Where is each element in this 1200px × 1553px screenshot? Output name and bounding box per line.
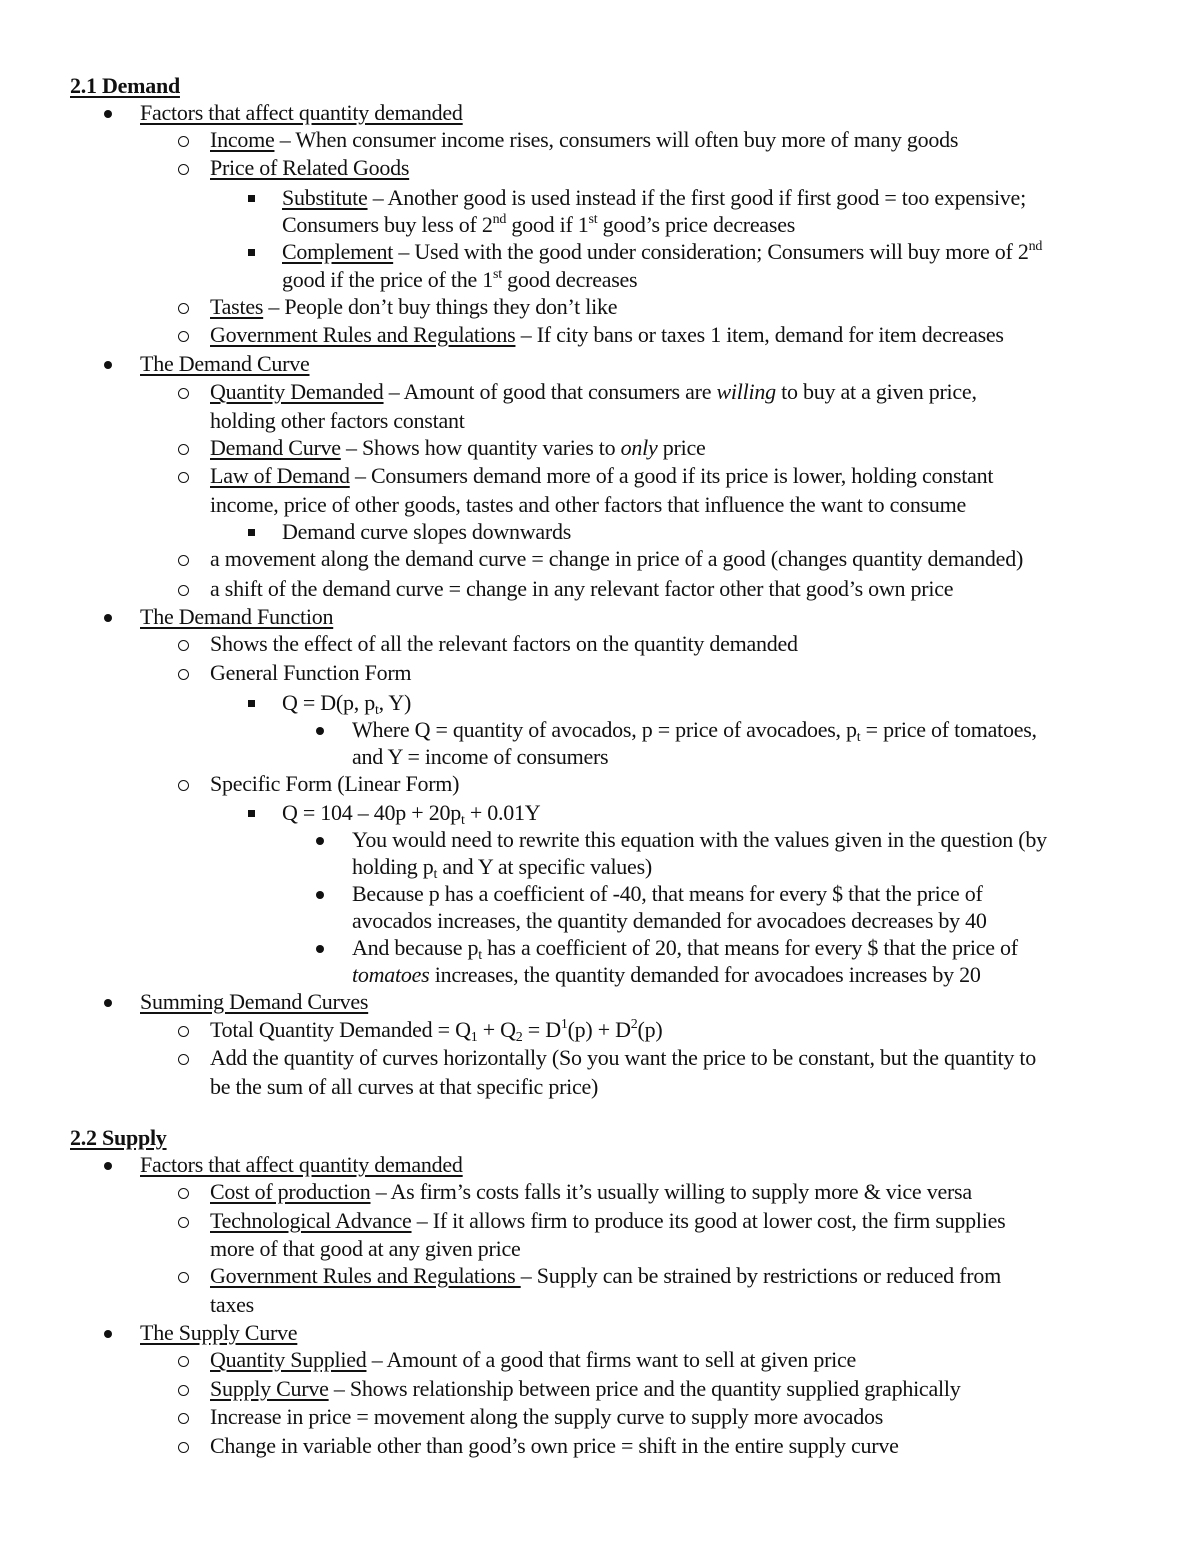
bullet-circle-icon (178, 472, 189, 483)
list-item (352, 716, 1037, 744)
text-run: to buy at a given price, (775, 379, 977, 404)
bullet-dot-icon (104, 1330, 112, 1338)
text-run: Q = D(p, p (282, 690, 376, 715)
text-run: good if the price of the 1 (282, 267, 493, 292)
text-run: – Amount of a good that firms want to sell at given price (366, 1347, 857, 1372)
italic-text: willing (716, 379, 776, 404)
subscript: 2 (515, 1030, 523, 1045)
list-item (210, 630, 798, 658)
text-run: holding p (352, 854, 434, 879)
list-item (352, 826, 1047, 854)
underlined-term: Price of Related Goods (210, 155, 410, 180)
bullet-circle-icon (178, 1026, 189, 1037)
bullet-square-icon (248, 810, 255, 817)
bullet-circle-icon (178, 1356, 189, 1367)
list-item (210, 1262, 1001, 1290)
text-run: – If it allows firm to produce its good at lower cost, the firm supplies (411, 1208, 1006, 1233)
text-line (210, 1291, 254, 1319)
text-line (210, 1073, 598, 1101)
text-run: Add the quantity of curves horizontally (So you want the price to be constant, but the quantity to (210, 1045, 1036, 1070)
text-line (352, 907, 987, 935)
list-item (210, 659, 411, 687)
bullet-dot-icon (104, 1162, 112, 1170)
underlined-term: Income (210, 127, 275, 152)
bullet-circle-icon (178, 136, 189, 147)
text-run: Specific Form (Linear Form) (210, 771, 460, 796)
list-item (210, 1432, 899, 1460)
superscript: 2 (630, 1017, 638, 1032)
text-line (352, 743, 608, 771)
list-item (282, 184, 1026, 212)
list-item (282, 238, 1042, 266)
text-run: + Q (477, 1017, 516, 1042)
subscript: 1 (470, 1030, 478, 1045)
text-line (352, 853, 652, 881)
text-run: = price of tomatoes, (860, 717, 1037, 742)
bullet-dot-icon (104, 614, 112, 622)
text-run: income, price of other goods, tastes and other factors that influence the want to consume (210, 492, 967, 517)
bullet-circle-icon (178, 1272, 189, 1283)
bullet-circle-icon (178, 1442, 189, 1453)
list-item (210, 545, 1023, 573)
text-run: – When consumer income rises, consumers will often buy more of many goods (274, 127, 959, 152)
text-run: has a coefficient of 20, that means for every $ that the price of (481, 935, 1018, 960)
list-item (210, 1346, 856, 1374)
text-line (352, 961, 981, 989)
underlined-term: Complement (282, 239, 394, 264)
text-run: (p) (637, 1017, 663, 1042)
text-line (210, 407, 465, 435)
bullet-circle-icon (178, 303, 189, 314)
text-run: Shows the effect of all the relevant factors on the quantity demanded (210, 631, 798, 656)
section-heading (70, 72, 180, 100)
bullet-circle-icon (178, 1188, 189, 1199)
list-item (140, 350, 310, 378)
text-run: General Function Form (210, 660, 412, 685)
underlined-term: Demand Curve (210, 435, 341, 460)
subscript: t (478, 948, 482, 963)
bullet-square-icon (248, 700, 255, 707)
list-item (140, 603, 333, 631)
text-run: + 0.01Y (464, 800, 541, 825)
bullet-dot-icon (104, 361, 112, 369)
list-item (210, 1375, 960, 1403)
superscript: st (588, 212, 598, 227)
bullet-circle-icon (178, 780, 189, 791)
text-run: – People don’t buy things they don’t like (263, 294, 618, 319)
list-item (210, 378, 977, 406)
text-run: – As firm’s costs falls it’s usually willing to supply more & vice versa (370, 1179, 972, 1204)
underlined-term: Supply Curve (210, 1376, 329, 1401)
bullet-dot-icon (316, 727, 324, 735)
text-line (210, 491, 966, 519)
text-run: – Supply can be strained by restrictions or reduced from (520, 1263, 1001, 1288)
list-item (210, 770, 459, 798)
underlined-term: Quantity Supplied (210, 1347, 367, 1372)
bullet-dot-icon (104, 110, 112, 118)
italic-text: tomatoes (352, 962, 430, 987)
underlined-term: Law of Demand (210, 463, 350, 488)
list-item (140, 1319, 297, 1347)
text-run: And because p (352, 935, 479, 960)
list-item (352, 934, 1018, 962)
underlined-term: Technological Advance (210, 1208, 412, 1233)
bullet-dot-icon (316, 891, 324, 899)
text-run: – Used with the good under consideration; Consumers will buy more of 2 (393, 239, 1029, 264)
list-item (210, 321, 1004, 349)
bullet-circle-icon (178, 1054, 189, 1065)
text-run: and Y = income of consumers (352, 744, 609, 769)
bullet-circle-icon (178, 388, 189, 399)
text-run: taxes (210, 1292, 254, 1317)
underlined-term: Substitute (282, 185, 368, 210)
text-run: Consumers buy less of 2 (282, 212, 493, 237)
section-title: 2.2 Supply (70, 1125, 167, 1150)
text-run: more of that good at any given price (210, 1236, 521, 1261)
text-run: a shift of the demand curve = change in any relevant factor other that good’s own price (210, 576, 954, 601)
superscript: st (493, 267, 502, 282)
underlined-term: Quantity Demanded (210, 379, 384, 404)
text-run: price (657, 435, 706, 460)
text-run: – Shows how quantity varies to (340, 435, 621, 460)
list-item (282, 689, 411, 717)
text-line (282, 211, 795, 239)
text-run: – Amount of good that consumers are (383, 379, 717, 404)
superscript: 1 (560, 1017, 568, 1032)
bullet-circle-icon (178, 555, 189, 566)
text-run: and Y at specific values) (437, 854, 652, 879)
bullet-circle-icon (178, 669, 189, 680)
list-item (210, 462, 993, 490)
text-run: – Consumers demand more of a good if its price is lower, holding constant (349, 463, 994, 488)
underlined-term: Factors that affect quantity demanded (140, 100, 463, 125)
list-item (210, 126, 958, 154)
text-run: – Shows relationship between price and the quantity supplied graphically (328, 1376, 961, 1401)
text-run: , Y) (378, 690, 412, 715)
text-run: = D (522, 1017, 561, 1042)
text-line (210, 1235, 521, 1263)
list-item (210, 1044, 1036, 1072)
text-run: Increase in price = movement along the supply curve to supply more avocados (210, 1404, 884, 1429)
subscript: t (433, 867, 438, 882)
text-run: – Another good is used instead if the first good if first good = too expensive; (367, 185, 1026, 210)
bullet-dot-icon (316, 837, 324, 845)
bullet-dot-icon (104, 999, 112, 1007)
text-run: good if 1 (506, 212, 589, 237)
list-item (210, 1178, 972, 1206)
bullet-circle-icon (178, 164, 189, 175)
list-item (352, 880, 983, 908)
text-run: a movement along the demand curve = change in price of a good (changes quantity demanded) (210, 546, 1024, 571)
list-item (210, 293, 617, 321)
list-item (210, 1207, 1005, 1235)
list-item (210, 154, 409, 182)
bullet-square-icon (248, 529, 255, 536)
superscript: nd (1028, 239, 1043, 254)
list-item (210, 434, 705, 462)
bullet-circle-icon (178, 444, 189, 455)
list-item (140, 99, 463, 127)
underlined-term: The Demand Function (140, 604, 334, 629)
text-run: Q = 104 – 40p + 20p (282, 800, 461, 825)
text-run: Total Quantity Demanded = Q (210, 1017, 471, 1042)
underlined-term: Cost of production (210, 1179, 371, 1204)
text-run: be the sum of all curves at that specific price) (210, 1074, 599, 1099)
bullet-square-icon (248, 195, 255, 202)
text-run: holding other factors constant (210, 408, 465, 433)
subscript: t (856, 730, 861, 745)
list-item (282, 518, 571, 546)
list-item (140, 988, 368, 1016)
bullet-circle-icon (178, 1217, 189, 1228)
text-line (282, 266, 637, 294)
subscript: t (375, 703, 379, 718)
superscript: nd (492, 212, 507, 227)
subscript: t (460, 813, 465, 828)
text-run: good’s price decreases (597, 212, 796, 237)
underlined-term: Government Rules and Regulations (210, 1263, 521, 1288)
underlined-term: The Demand Curve (140, 351, 310, 376)
bullet-circle-icon (178, 585, 189, 596)
text-run: (p) + D (567, 1017, 631, 1042)
list-item (210, 1016, 662, 1044)
underlined-term: The Supply Curve (140, 1320, 298, 1345)
list-item (282, 799, 540, 827)
list-item (210, 1403, 883, 1431)
text-run: – If city bans or taxes 1 item, demand for item decreases (515, 322, 1004, 347)
underlined-term: Government Rules and Regulations (210, 322, 516, 347)
bullet-circle-icon (178, 1413, 189, 1424)
text-run: Where Q = quantity of avocados, p = price of avocadoes, p (352, 717, 857, 742)
underlined-term: Tastes (210, 294, 264, 319)
underlined-term: Summing Demand Curves (140, 989, 369, 1014)
text-run: avocados increases, the quantity demanded for avocadoes decreases by 40 (352, 908, 987, 933)
list-item (210, 575, 953, 603)
section-heading (70, 1124, 167, 1152)
list-item (140, 1151, 463, 1179)
bullet-square-icon (248, 249, 255, 256)
text-run: You would need to rewrite this equation with the values given in the question (by (352, 827, 1047, 852)
bullet-circle-icon (178, 640, 189, 651)
bullet-dot-icon (316, 945, 324, 953)
text-run: good decreases (501, 267, 638, 292)
bullet-circle-icon (178, 1385, 189, 1396)
section-title: 2.1 Demand (70, 73, 180, 98)
underlined-term: Factors that affect quantity demanded (140, 1152, 463, 1177)
text-run: Because p has a coefficient of -40, that means for every $ that the price of (352, 881, 983, 906)
text-run: Demand curve slopes downwards (282, 519, 572, 544)
text-run: increases, the quantity demanded for avocadoes increases by 20 (429, 962, 981, 987)
text-run: Change in variable other than good’s own price = shift in the entire supply curve (210, 1433, 899, 1458)
bullet-circle-icon (178, 331, 189, 342)
italic-text: only (620, 435, 658, 460)
